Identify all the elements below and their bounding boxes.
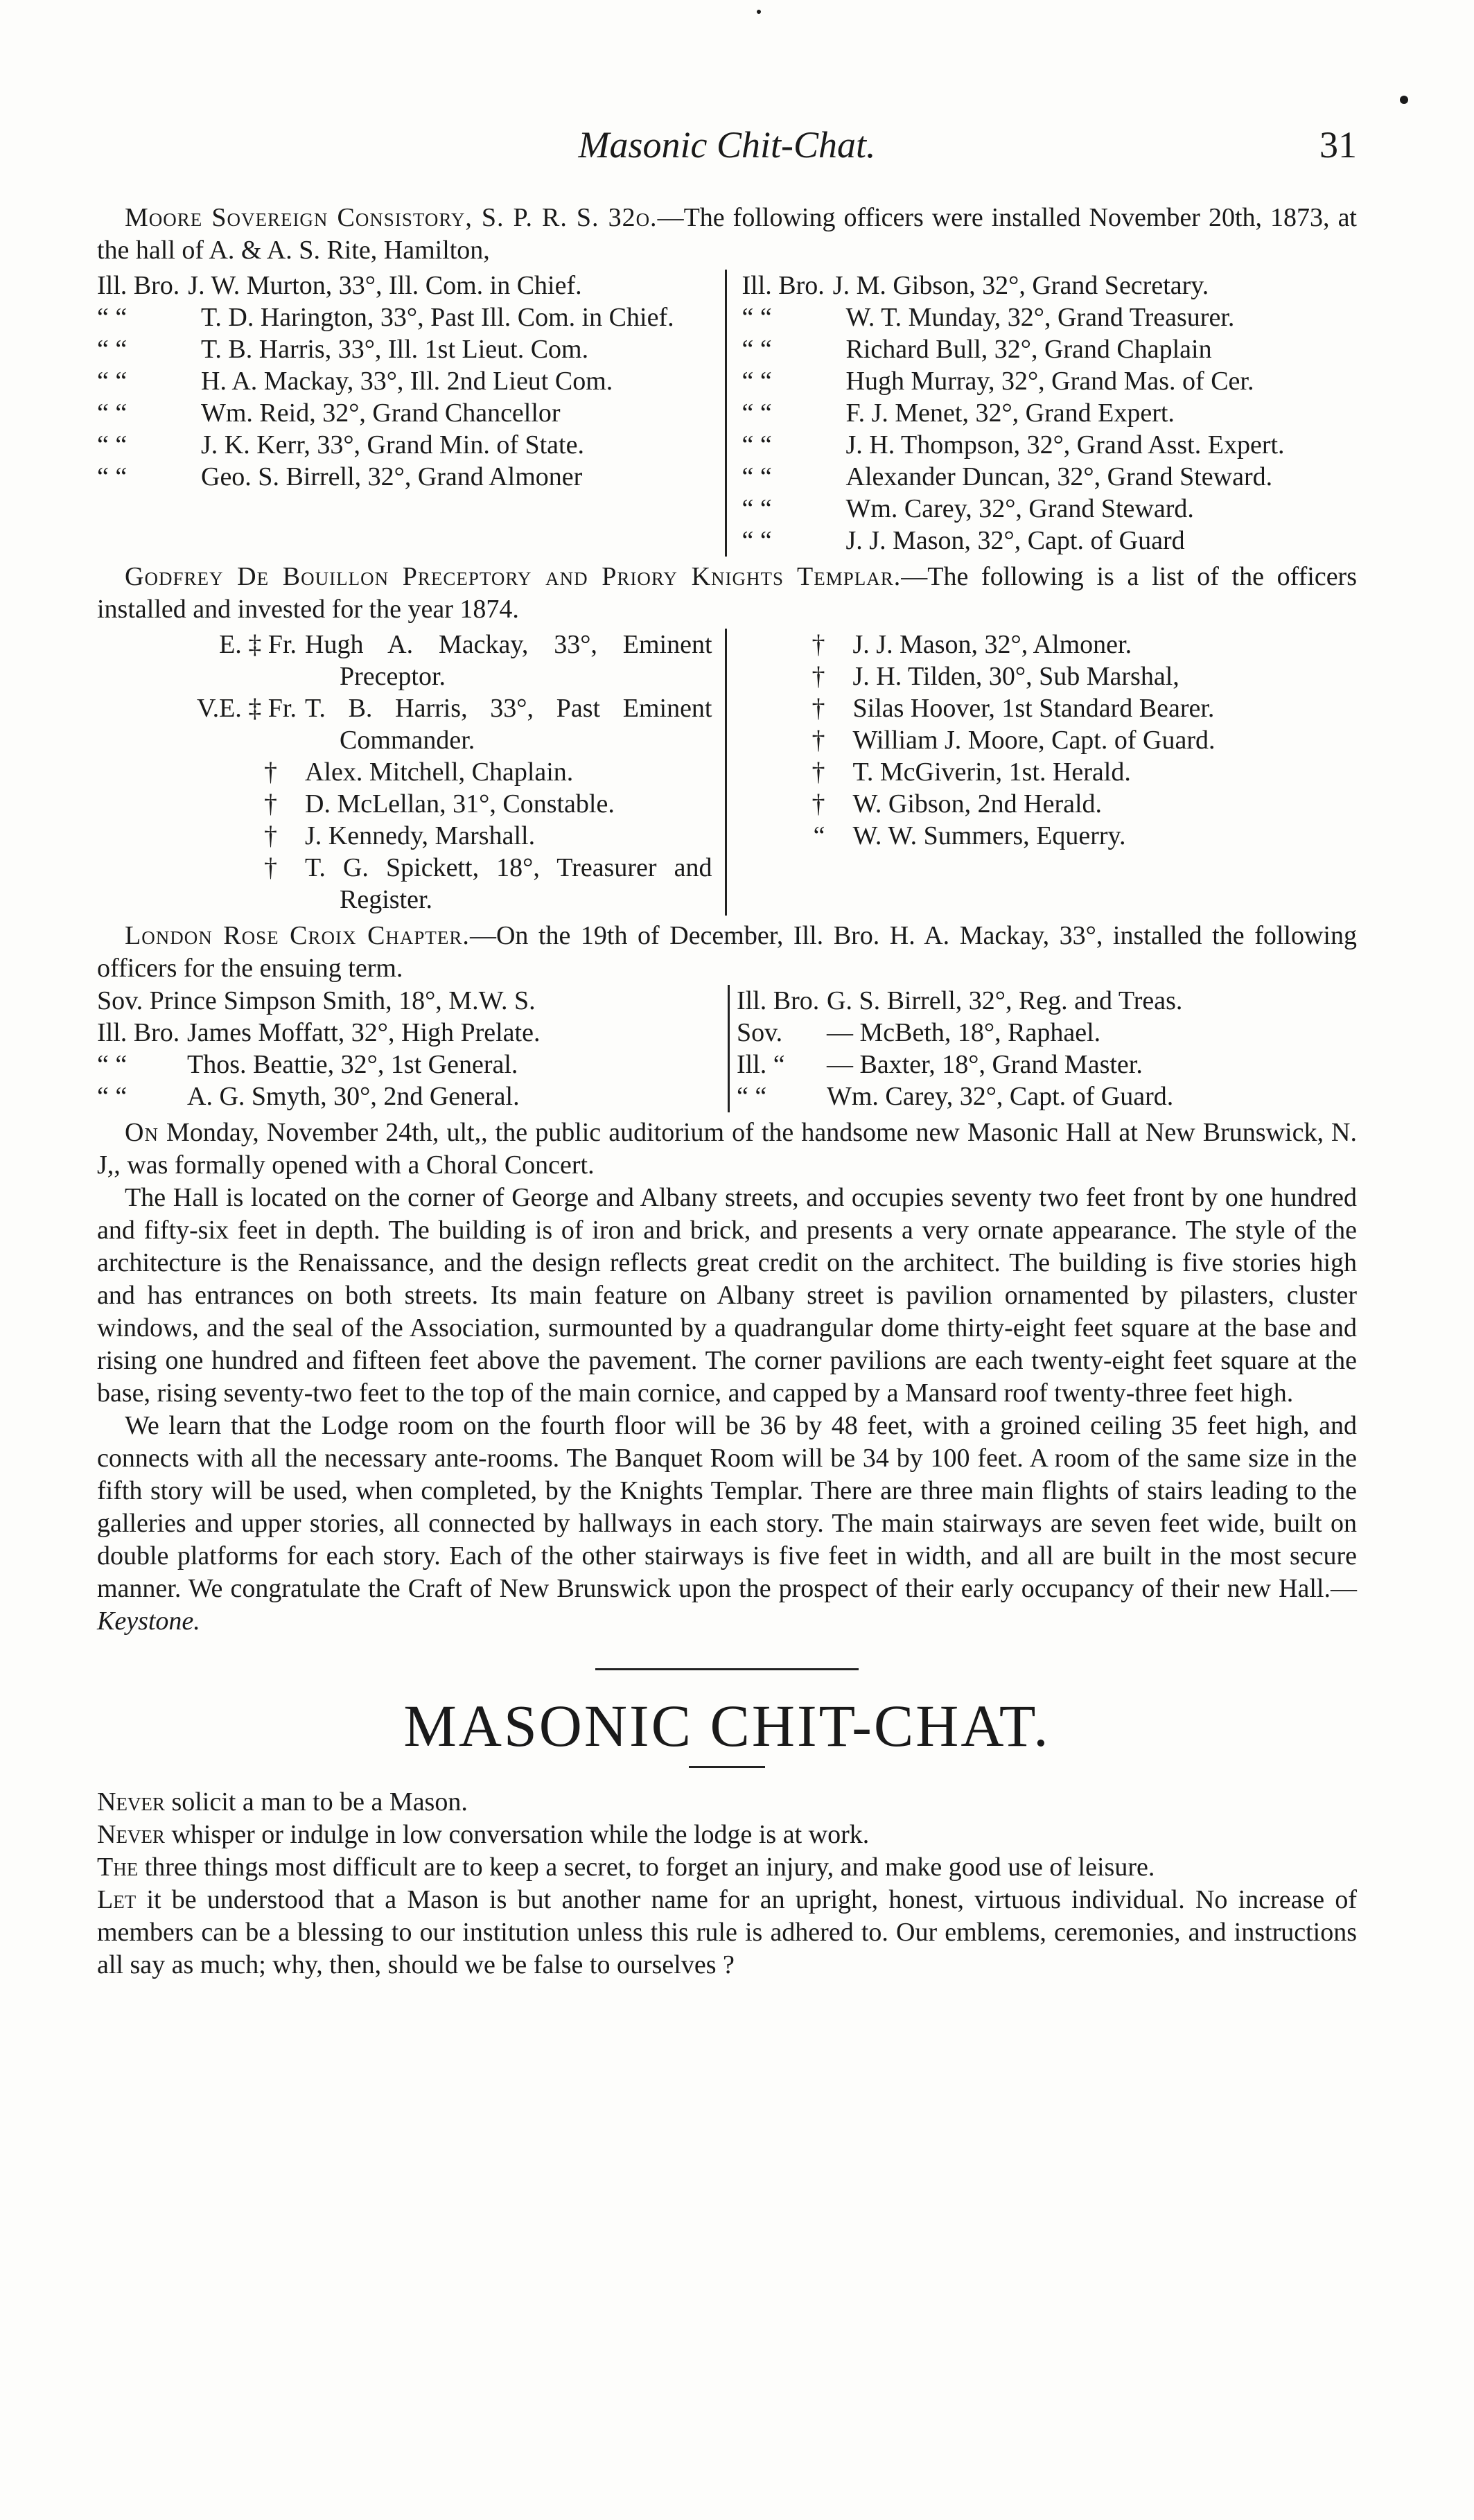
officer-name: James Moffatt, 32°, High Prelate. [187,1018,541,1047]
officer-prefix: Ill. Bro. [737,986,820,1015]
maxim-paragraph [97,1819,1357,1851]
officer-prefix: “ “ [742,399,772,428]
officer-prefix: “ “ [97,367,128,396]
officer-prefix: “ “ [97,1050,128,1079]
officer-name: J. M. Gibson, 32°, Grand Secretary. [832,271,1209,300]
ink-speck [757,10,761,14]
officer-entry [97,1080,721,1112]
officer-prefix: “ “ [97,462,128,491]
officer-prefix: † [811,662,825,691]
officer-entry [742,629,1358,660]
officer-name: A. G. Smyth, 30°, 2nd General. [187,1082,520,1111]
officer-prefix: “ “ [737,1082,767,1111]
officer-name: W. T. Munday, 32°, Grand Treasurer. [845,303,1235,332]
officer-entry [97,629,712,692]
consistory-right-column [727,270,1358,557]
officer-entry [97,397,712,429]
preceptory-left-column [97,629,727,916]
officer-name: T. McGiverin, 1st. Herald. [852,758,1131,787]
officer-name: W. W. Summers, Equerry. [852,821,1126,850]
officer-prefix: † [264,758,277,787]
officer-entry [97,820,712,852]
officer-prefix: † [264,821,277,850]
officer-entry [97,333,712,365]
officer-name: T. B. Harris, 33°, Ill. 1st Lieut. Com. [201,335,589,364]
officer-entry [737,1049,1357,1080]
rose-croix-heading: London Rose Croix Chapter. [125,921,470,950]
maxim-text: three things most difficult are to keep a secret, to forget an injury, and make good use of leisure. [138,1853,1155,1882]
rose-croix-right-column [730,985,1357,1112]
article-paragraph: We learn that the Lodge room on the fourth floor will be 36 by 48 feet, with a groined ceiling 35 feet high, and connects with all the necessary ante-rooms. The Banquet Room will be 34 by 100 feet. A room of the same size in the fifth story will be used, when completed, by the Knights Templar. There are three main flights of stairs leading to the galleries and upper stories, all connected by hallways in each story. The main stairways are seven feet wide, built on double platforms for each story. Each of the other stairways is five feet in width, and all are built in the most secure manner. We congratulate the Craft of New Brunswick upon the prospect of their early occupancy of their new Hall.—Keystone. [97,1411,1357,1636]
officer-prefix: “ [813,821,825,850]
officer-entry [737,1017,1357,1049]
officer-entry [737,985,1357,1017]
maxim-paragraph [97,1851,1357,1884]
officer-prefix: Ill. Bro. [97,271,180,300]
officer-prefix: “ “ [742,462,772,491]
officer-prefix: “ “ [742,335,772,364]
officer-prefix: † [811,789,825,819]
officer-name: W. Gibson, 2nd Herald. [852,789,1103,819]
consistory-intro: Moore Sovereign Consistory, S. P. R. S. 32o.—The following officers were installed November 20th, 1873, at the hall of A. & A. S. Rite, Hamilton, [97,203,1357,265]
officer-prefix: Ill. “ [737,1050,785,1079]
officer-name: Hugh Murray, 32°, Grand Mas. of Cer. [845,367,1254,396]
section-divider [595,1668,859,1670]
officer-prefix: “ “ [97,1082,128,1111]
officer-name: J. J. Mason, 32°, Capt. of Guard [845,526,1185,555]
officer-name: — Baxter, 18°, Grand Master. [827,1050,1143,1079]
officer-name: Simpson Smith, 18°, M.W. S. [223,986,536,1015]
ink-speck [1400,96,1408,104]
officer-name: T. D. Harington, 33°, Past Ill. Com. in Chief. [201,303,674,332]
officer-entry [742,692,1358,724]
officer-entry [97,756,712,788]
new-brunswick-article [97,1117,1357,1638]
running-head [97,118,1357,173]
rose-croix-officers [97,985,1357,1112]
rose-croix-section [97,920,1357,1112]
officer-entry [742,333,1358,365]
maxim-paragraph [97,1786,1357,1819]
officer-name: Wm. Carey, 32°, Grand Steward. [845,494,1194,523]
officer-prefix: † [811,758,825,787]
officer-entry [97,1049,721,1080]
officer-entry [97,461,712,493]
officer-name: Geo. S. Birrell, 32°, Grand Almoner [201,462,583,491]
consistory-officers [97,270,1357,557]
officer-name: T. B. Harris, 33°, Past Eminent Commander. [305,694,712,755]
officer-prefix: “ “ [97,303,128,332]
officer-entry [97,1017,721,1049]
officer-name: Wm. Reid, 32°, Grand Chancellor [201,399,561,428]
preceptory-heading: Godfrey De Bouillon Preceptory and Priory Knights Templar. [125,562,902,591]
maxim-text: whisper or indulge in low conversation while the lodge is at work. [164,1820,870,1849]
maxim-paragraph [97,1884,1357,1981]
rose-croix-left-column [97,985,730,1112]
maxim-text: solicit a man to be a Mason. [164,1787,468,1817]
officer-prefix: “ “ [742,494,772,523]
officer-name: — McBeth, 18°, Raphael. [827,1018,1101,1047]
officer-entry [742,270,1358,301]
officer-entry [742,788,1358,820]
officer-name: Wm. Carey, 32°, Capt. of Guard. [827,1082,1174,1111]
maxims-list [97,1786,1357,1981]
preceptory-right-column [727,629,1358,916]
officer-name: William J. Moore, Capt. of Guard. [852,726,1216,755]
preceptory-section [97,561,1357,916]
officer-name: J. Kennedy, Marshall. [305,821,536,850]
officer-prefix: “ “ [97,430,128,460]
officer-name: H. A. Mackay, 33°, Ill. 2nd Lieut Com. [201,367,613,396]
officer-entry [97,365,712,397]
officer-entry [742,820,1358,852]
article-paragraph: The Hall is located on the corner of George and Albany streets, and occupies seventy two feet front by one hundred and fifty-six feet in depth. The building is of iron and brick, and presents a very ornate appearance. The style of the architecture is the Renaissance, and the design reflects great credit on the architect. The building is five stories high and has entrances on both streets. Its main feature on Albany street is pavilion ornamented by pilasters, cluster windows, and the seal of the Association, surmounted by a quadrangular dome thirty-eight feet square at the base and rising one hundred and fifteen feet above the pavement. The corner pavilions are each twenty-eight feet square at the base, rising seventy-two feet to the top of the main cornice, and capped by a Mansard roof twenty-three feet high. [97,1183,1357,1408]
officer-entry [97,270,712,301]
officer-name: Alexander Duncan, 32°, Grand Steward. [845,462,1273,491]
officer-name: T. G. Spickett, 18°, Treasurer and Register. [305,853,712,914]
consistory-section [97,202,1357,557]
officer-name: J. J. Mason, 32°, Almoner. [852,630,1132,659]
officer-prefix: Ill. Bro. [742,271,825,300]
consistory-heading: Moore Sovereign Consistory, S. P. R. S. 32o. [125,203,658,232]
officer-name: Richard Bull, 32°, Grand Chaplain [845,335,1212,364]
maxim-lead-word: The [97,1853,139,1882]
officer-prefix: “ “ [97,399,128,428]
officer-entry [97,429,712,461]
page-body [97,198,1357,1981]
officer-entry [742,660,1358,692]
page-number: 31 [1319,124,1357,166]
officer-name: D. McLellan, 31°, Constable. [305,789,615,819]
officer-entry [742,397,1358,429]
consistory-left-column [97,270,727,557]
officer-prefix: “ “ [742,430,772,460]
officer-prefix: Ill. Bro. [97,1018,180,1047]
officer-name: F. J. Menet, 32°, Grand Expert. [845,399,1175,428]
officer-entry [97,852,712,916]
officer-name: Alex. Mitchell, Chaplain. [305,758,574,787]
officer-entry [742,301,1358,333]
officer-prefix: V.E. ‡ Fr. [197,694,297,723]
officer-entry [97,301,712,333]
officer-entry [97,985,721,1017]
officer-prefix: E. ‡ Fr. [219,630,297,659]
officer-entry [97,788,712,820]
officer-name: J. W. Murton, 33°, Ill. Com. in Chief. [188,271,582,300]
officer-prefix: “ “ [742,526,772,555]
running-head-title: Masonic Chit-Chat. [578,124,876,166]
article-paragraph: On Monday, November 24th, ult,, the public auditorium of the handsome new Masonic Hall at New Brunswick, N. J,, was formally opened with a Choral Concert. [97,1118,1357,1180]
preceptory-intro: Godfrey De Bouillon Preceptory and Priory Knights Templar.—The following is a list of the officers installed and invested for the year 1874. [97,562,1357,624]
heading-underline [689,1766,765,1768]
officer-entry [742,365,1358,397]
article-source: Keystone. [97,1607,200,1636]
officer-entry [742,724,1358,756]
officer-entry [742,429,1358,461]
officer-entry [742,525,1358,557]
maxim-lead-word: Let [97,1885,137,1914]
officer-name: Hugh A. Mackay, 33°, Eminent Preceptor. [305,630,712,691]
chit-chat-heading: MASONIC CHIT-CHAT. [403,1692,1051,1759]
officer-prefix: † [811,630,825,659]
preceptory-officers [97,629,1357,916]
officer-entry [737,1080,1357,1112]
officer-name: Silas Hoover, 1st Standard Bearer. [852,694,1215,723]
officer-prefix: Sov. [737,1018,783,1047]
officer-entry [742,493,1358,525]
officer-name: J. H. Thompson, 32°, Grand Asst. Expert. [845,430,1285,460]
officer-entry [97,692,712,756]
officer-name: G. S. Birrell, 32°, Reg. and Treas. [827,986,1183,1015]
officer-prefix: “ “ [742,367,772,396]
officer-prefix: “ “ [97,335,128,364]
officer-name: J. H. Tilden, 30°, Sub Marshal, [852,662,1179,691]
officer-prefix: † [264,789,277,819]
officer-name: J. K. Kerr, 33°, Grand Min. of State. [201,430,584,460]
officer-prefix: † [811,694,825,723]
maxim-text: it be understood that a Mason is but another name for an upright, honest, virtuous individual. No increase of members can be a blessing to our institution unless this rule is adhered to. Our emblems, ceremonies, and instructions all say as much; why, then, should we be false to ourselves ? [97,1885,1357,1979]
officer-prefix: † [811,726,825,755]
officer-entry [742,756,1358,788]
officer-prefix: Sov. Prince [97,986,217,1015]
officer-entry [742,461,1358,493]
officer-prefix: † [264,853,277,882]
maxim-lead-word: Never [97,1820,165,1849]
officer-prefix: “ “ [742,303,772,332]
officer-name: Thos. Beattie, 32°, 1st General. [187,1050,518,1079]
rose-croix-intro: London Rose Croix Chapter.—On the 19th of December, Ill. Bro. H. A. Mackay, 33°, installed the following officers for the ensuing term. [97,921,1357,983]
maxim-lead-word: Never [97,1787,165,1817]
